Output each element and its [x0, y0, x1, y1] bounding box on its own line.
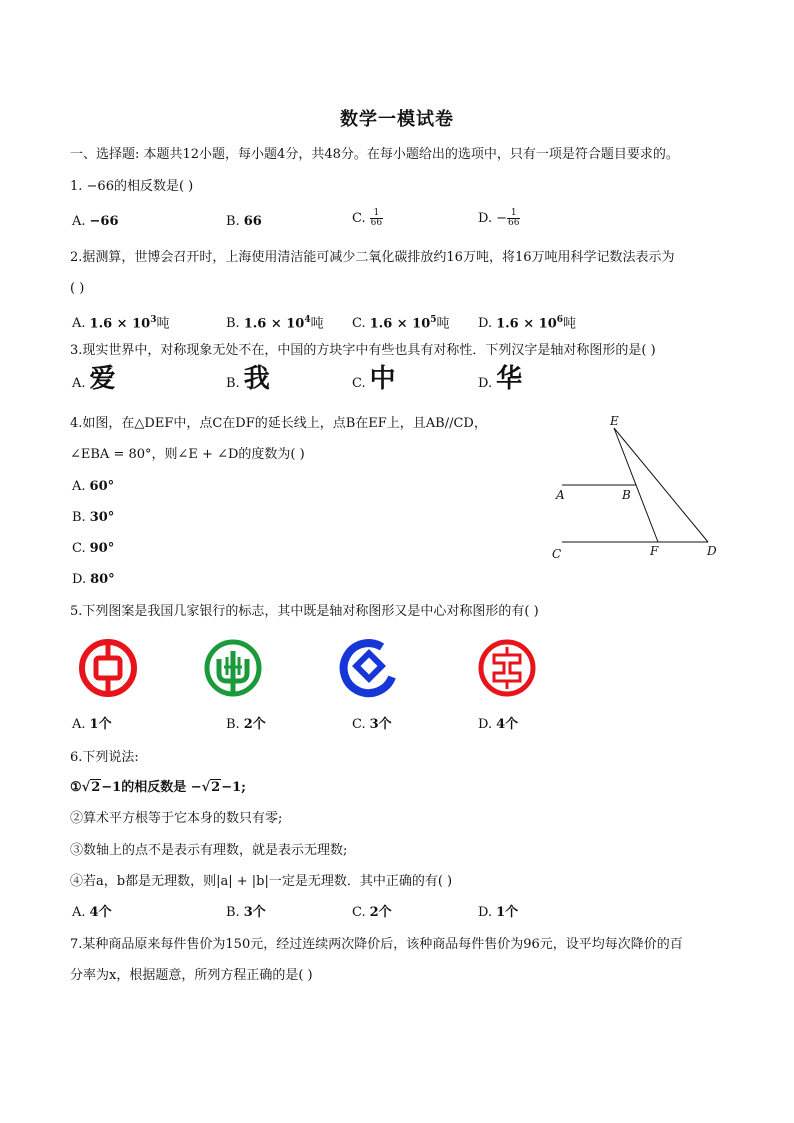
q4-option-b: B. 30°	[72, 510, 115, 525]
q2-stem: 2.据测算，世博会召开时，上海使用清洁能可减少二氧化碳排放约16万吨，将16万吨用科学记数法表示为	[70, 250, 675, 265]
q6-option-c: C. 2个	[352, 905, 392, 920]
q6-statement-4: ④若a，b都是无理数，则|a| + |b|一定是无理数．其中正确的有( )	[70, 874, 453, 889]
icbc-logo-icon	[476, 637, 538, 699]
fraction: $\frac{1}{66}$	[508, 208, 520, 228]
page-title: 数学一模试卷	[340, 109, 454, 130]
q5-option-b: B. 2个	[226, 717, 266, 732]
q3-option-c: C. 中	[352, 364, 396, 394]
q2-option-d: D. $1.6 \times 10^6$吨	[478, 315, 577, 332]
q3-option-a: A. 爱	[72, 364, 116, 394]
q5-stem: 5.下列图案是我国几家银行的标志，其中既是轴对称图形又是中心对称图形的有( )	[70, 604, 539, 619]
q4-option-c: C. 90°	[72, 541, 115, 556]
q1-option-a: A. −66	[72, 214, 119, 229]
q1-option-b: B. 66	[226, 214, 262, 229]
q3-option-b: B. 我	[226, 364, 270, 394]
q2-option-c: C. $1.6 \times 10^5$吨	[352, 315, 450, 332]
point-f-label: F	[650, 544, 659, 558]
q4-option-d: D. 80°	[72, 572, 115, 587]
point-a-label: A	[556, 488, 565, 502]
q6-option-b: B. 3个	[226, 905, 266, 920]
q6-statement-1: ①√2−1的相反数是 −√2−1;	[70, 780, 246, 795]
agricultural-bank-logo-icon	[202, 637, 264, 699]
section-header: 一、选择题: 本题共12小题，每小题4分，共48分。在每小题给出的选项中，只有一项是符合题目要求的。	[70, 147, 679, 162]
point-c-label: C	[552, 547, 562, 561]
triangle-figure	[540, 412, 730, 567]
q5-option-a: A. 1个	[72, 717, 112, 732]
point-e-label: E	[610, 414, 619, 428]
q4-stem: 4.如图，在△DEF中，点C在DF的延长线上，点B在EF上，且AB//CD，	[70, 416, 487, 431]
bank-of-china-logo-icon	[77, 637, 139, 699]
q4-stem-cont: ∠EBA = 80°，则∠E + ∠D的度数为( )	[70, 447, 305, 462]
q4-option-a: A. 60°	[72, 479, 115, 494]
q6-statement-3: ③数轴上的点不是表示有理数，就是表示无理数;	[70, 843, 348, 858]
fraction: $\frac{1}{66}$	[370, 208, 383, 228]
q3-option-d: D. 华	[478, 364, 523, 394]
point-b-label: B	[622, 488, 631, 502]
q7-stem-cont: 分率为x，根据题意，所列方程正确的是( )	[70, 968, 313, 983]
q2-option-b: B. $1.6 \times 10^4$吨	[226, 315, 324, 332]
q6-stem: 6.下列说法:	[70, 750, 139, 765]
q2-stem-cont: ( )	[70, 281, 85, 296]
q6-statement-2: ②算术平方根等于它本身的数只有零;	[70, 811, 283, 826]
q1-option-c: C. $\frac{1}{66}$	[352, 208, 383, 228]
q7-stem: 7.某种商品原来每件售价为150元，经过连续两次降价后，该种商品每件售价为96元，设平均每次降价的百	[70, 937, 683, 952]
point-d-label: D	[707, 544, 717, 558]
q6-option-d: D. 1个	[478, 905, 519, 920]
q2-option-a: A. $1.6 \times 10^3$吨	[72, 315, 170, 332]
q1-stem: 1. −66的相反数是( )	[70, 179, 194, 194]
q5-option-c: C. 3个	[352, 717, 392, 732]
q1-option-d: D. − $\frac{1}{66}$	[478, 208, 520, 228]
q6-option-a: A. 4个	[72, 905, 112, 920]
construction-bank-logo-icon	[338, 637, 400, 699]
q3-stem: 3.现实世界中，对称现象无处不在，中国的方块字中有些也具有对称性．下列汉字是轴对称图形的是( )	[70, 343, 656, 358]
q5-option-d: D. 4个	[478, 717, 519, 732]
